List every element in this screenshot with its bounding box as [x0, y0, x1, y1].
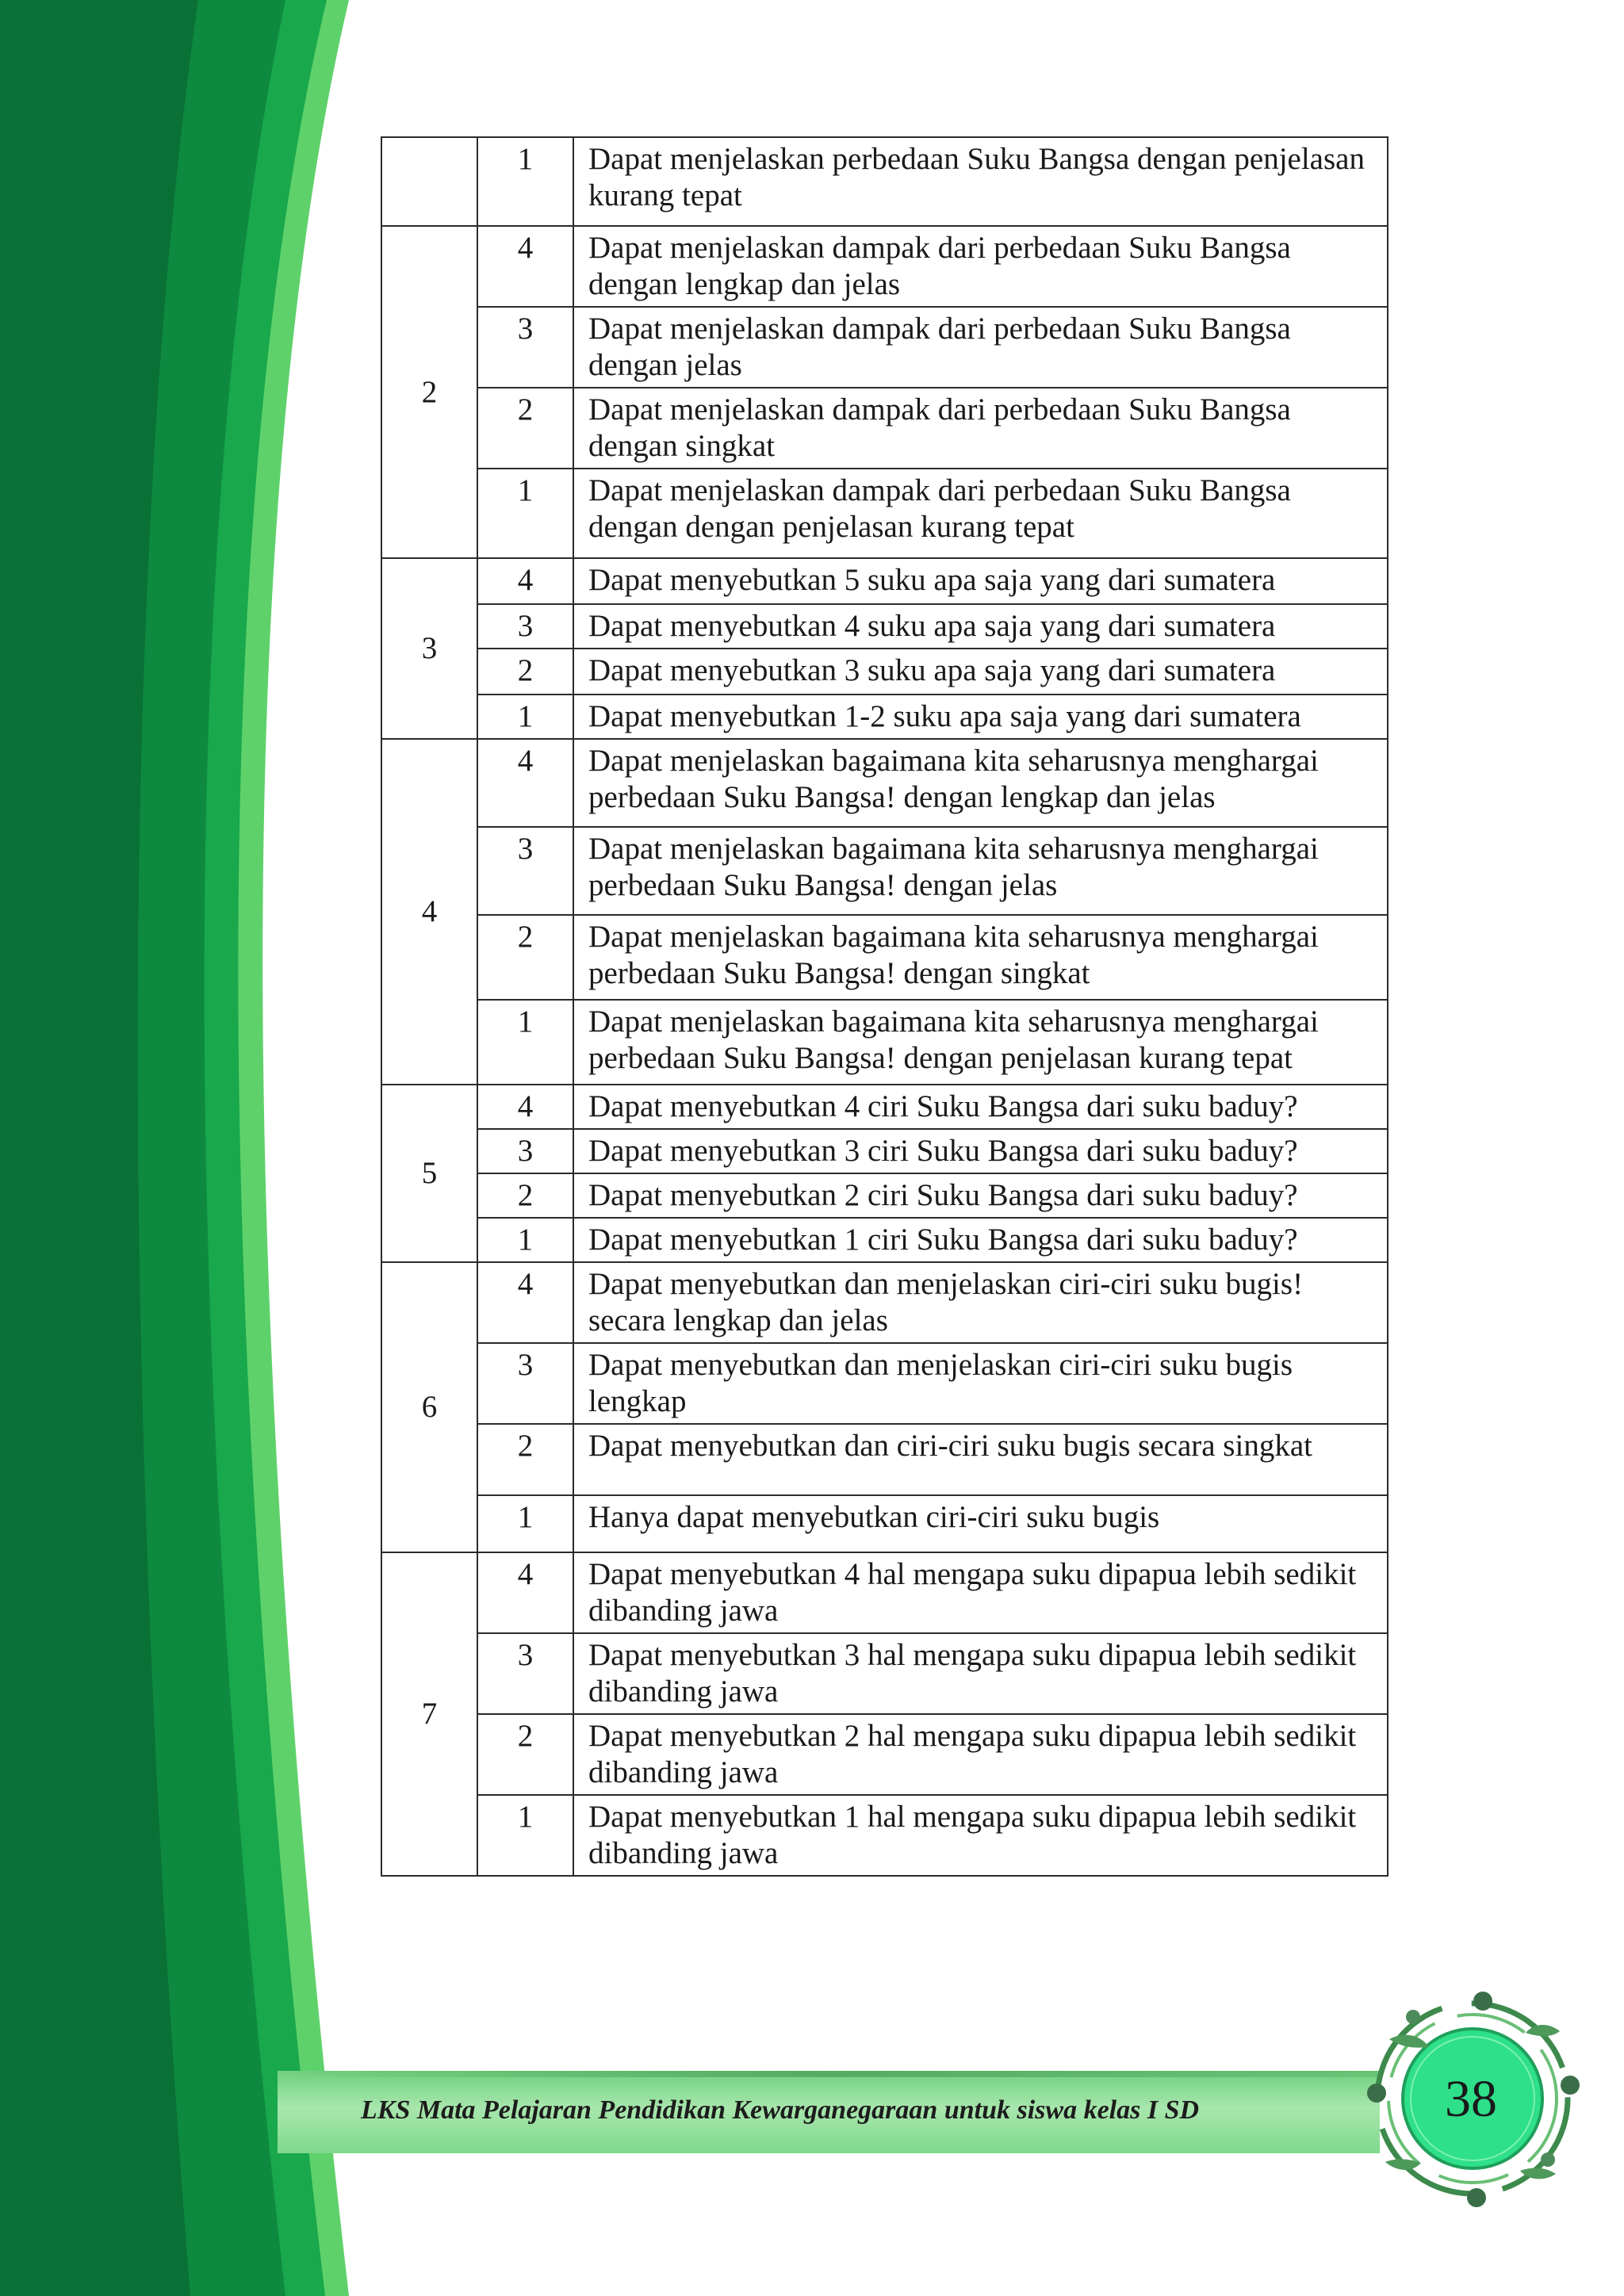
score-cell: 3	[477, 1633, 573, 1714]
score-cell: 2	[477, 1714, 573, 1795]
criteria-description-cell: Dapat menjelaskan bagaimana kita seharusnya menghargai perbedaan Suku Bangsa! dengan jelas	[573, 827, 1388, 915]
table-row	[381, 1173, 1388, 1218]
score-cell: 3	[477, 1129, 573, 1173]
score-cell: 4	[477, 1552, 573, 1633]
table-row	[381, 1343, 1388, 1424]
score-cell: 2	[477, 1424, 573, 1495]
question-number-cell	[381, 137, 477, 226]
score-cell: 1	[477, 1000, 573, 1085]
score-cell: 4	[477, 739, 573, 827]
criteria-description-cell: Dapat menyebutkan 3 hal mengapa suku dipapua lebih sedikit dibanding jawa	[573, 1633, 1388, 1714]
table-row	[381, 469, 1388, 558]
table-row	[381, 1000, 1388, 1085]
criteria-description-cell: Dapat menyebutkan dan ciri-ciri suku bugis secara singkat	[573, 1424, 1388, 1495]
criteria-description-cell: Dapat menjelaskan perbedaan Suku Bangsa dengan penjelasan kurang tepat	[573, 137, 1388, 226]
score-cell: 3	[477, 1343, 573, 1424]
table-row	[381, 739, 1388, 827]
score-cell: 1	[477, 137, 573, 226]
criteria-description-cell: Dapat menyebutkan dan menjelaskan ciri-ciri suku bugis! secara lengkap dan jelas	[573, 1262, 1388, 1343]
table-row	[381, 827, 1388, 915]
score-cell: 4	[477, 1085, 573, 1129]
table-row	[381, 604, 1388, 649]
criteria-description-cell: Dapat menjelaskan bagaimana kita seharusnya menghargai perbedaan Suku Bangsa! dengan penjelasan kurang tepat	[573, 1000, 1388, 1085]
criteria-description-cell: Dapat menyebutkan 4 hal mengapa suku dipapua lebih sedikit dibanding jawa	[573, 1552, 1388, 1633]
table-row	[381, 1633, 1388, 1714]
table-row	[381, 1262, 1388, 1343]
score-cell: 4	[477, 558, 573, 604]
table-row	[381, 1795, 1388, 1876]
score-cell: 4	[477, 226, 573, 307]
criteria-description-cell: Dapat menyebutkan 4 ciri Suku Bangsa dari suku baduy?	[573, 1085, 1388, 1129]
criteria-description-cell: Dapat menjelaskan bagaimana kita seharusnya menghargai perbedaan Suku Bangsa! dengan singkat	[573, 915, 1388, 1000]
criteria-description-cell: Dapat menyebutkan 5 suku apa saja yang dari sumatera	[573, 558, 1388, 604]
score-cell: 2	[477, 649, 573, 695]
page-number: 38	[1445, 2070, 1497, 2128]
criteria-description-cell: Dapat menjelaskan dampak dari perbedaan Suku Bangsa dengan lengkap dan jelas	[573, 226, 1388, 307]
table-row	[381, 649, 1388, 695]
question-number-cell: 7	[381, 1552, 477, 1876]
score-cell: 3	[477, 604, 573, 649]
table-row	[381, 137, 1388, 226]
criteria-description-cell: Dapat menyebutkan 2 ciri Suku Bangsa dari suku baduy?	[573, 1173, 1388, 1218]
table-row	[381, 1552, 1388, 1633]
table-row	[381, 1218, 1388, 1262]
score-cell: 4	[477, 1262, 573, 1343]
question-number-cell: 4	[381, 739, 477, 1085]
score-cell: 3	[477, 307, 573, 388]
rubric-table	[381, 136, 1388, 1877]
table-row	[381, 307, 1388, 388]
criteria-description-cell: Dapat menyebutkan 3 suku apa saja yang dari sumatera	[573, 649, 1388, 695]
score-cell: 2	[477, 915, 573, 1000]
score-cell: 2	[477, 388, 573, 469]
criteria-description-cell: Dapat menjelaskan dampak dari perbedaan Suku Bangsa dengan jelas	[573, 307, 1388, 388]
score-cell: 1	[477, 695, 573, 739]
criteria-description-cell: Dapat menjelaskan dampak dari perbedaan Suku Bangsa dengan dengan penjelasan kurang tepat	[573, 469, 1388, 558]
score-cell: 3	[477, 827, 573, 915]
score-cell: 1	[477, 1795, 573, 1876]
criteria-description-cell: Dapat menyebutkan 1 hal mengapa suku dipapua lebih sedikit dibanding jawa	[573, 1795, 1388, 1876]
criteria-description-cell: Dapat menyebutkan 2 hal mengapa suku dipapua lebih sedikit dibanding jawa	[573, 1714, 1388, 1795]
table-row	[381, 695, 1388, 739]
table-row	[381, 1495, 1388, 1552]
criteria-description-cell: Dapat menyebutkan dan menjelaskan ciri-ciri suku bugis lengkap	[573, 1343, 1388, 1424]
table-row	[381, 915, 1388, 1000]
score-cell: 2	[477, 1173, 573, 1218]
criteria-description-cell: Dapat menyebutkan 1 ciri Suku Bangsa dari suku baduy?	[573, 1218, 1388, 1262]
score-cell: 1	[477, 469, 573, 558]
table-row	[381, 1085, 1388, 1129]
table-row	[381, 388, 1388, 469]
question-number-cell: 3	[381, 558, 477, 739]
score-cell: 1	[477, 1495, 573, 1552]
criteria-description-cell: Dapat menyebutkan 4 suku apa saja yang dari sumatera	[573, 604, 1388, 649]
criteria-description-cell: Dapat menyebutkan 3 ciri Suku Bangsa dari suku baduy?	[573, 1129, 1388, 1173]
table-row	[381, 1129, 1388, 1173]
question-number-cell: 6	[381, 1262, 477, 1552]
question-number-cell: 5	[381, 1085, 477, 1262]
score-cell: 1	[477, 1218, 573, 1262]
table-row	[381, 1424, 1388, 1495]
footer-title: LKS Mata Pelajaran Pendidikan Kewarganegaraan untuk siswa kelas I SD	[361, 2095, 1200, 2125]
question-number-cell: 2	[381, 226, 477, 558]
criteria-description-cell: Dapat menjelaskan bagaimana kita seharusnya menghargai perbedaan Suku Bangsa! dengan lengkap dan jelas	[573, 739, 1388, 827]
criteria-description-cell: Dapat menyebutkan 1-2 suku apa saja yang dari sumatera	[573, 695, 1388, 739]
criteria-description-cell: Hanya dapat menyebutkan ciri-ciri suku bugis	[573, 1495, 1388, 1552]
table-row	[381, 558, 1388, 604]
criteria-description-cell: Dapat menjelaskan dampak dari perbedaan Suku Bangsa dengan singkat	[573, 388, 1388, 469]
table-row	[381, 226, 1388, 307]
table-row	[381, 1714, 1388, 1795]
